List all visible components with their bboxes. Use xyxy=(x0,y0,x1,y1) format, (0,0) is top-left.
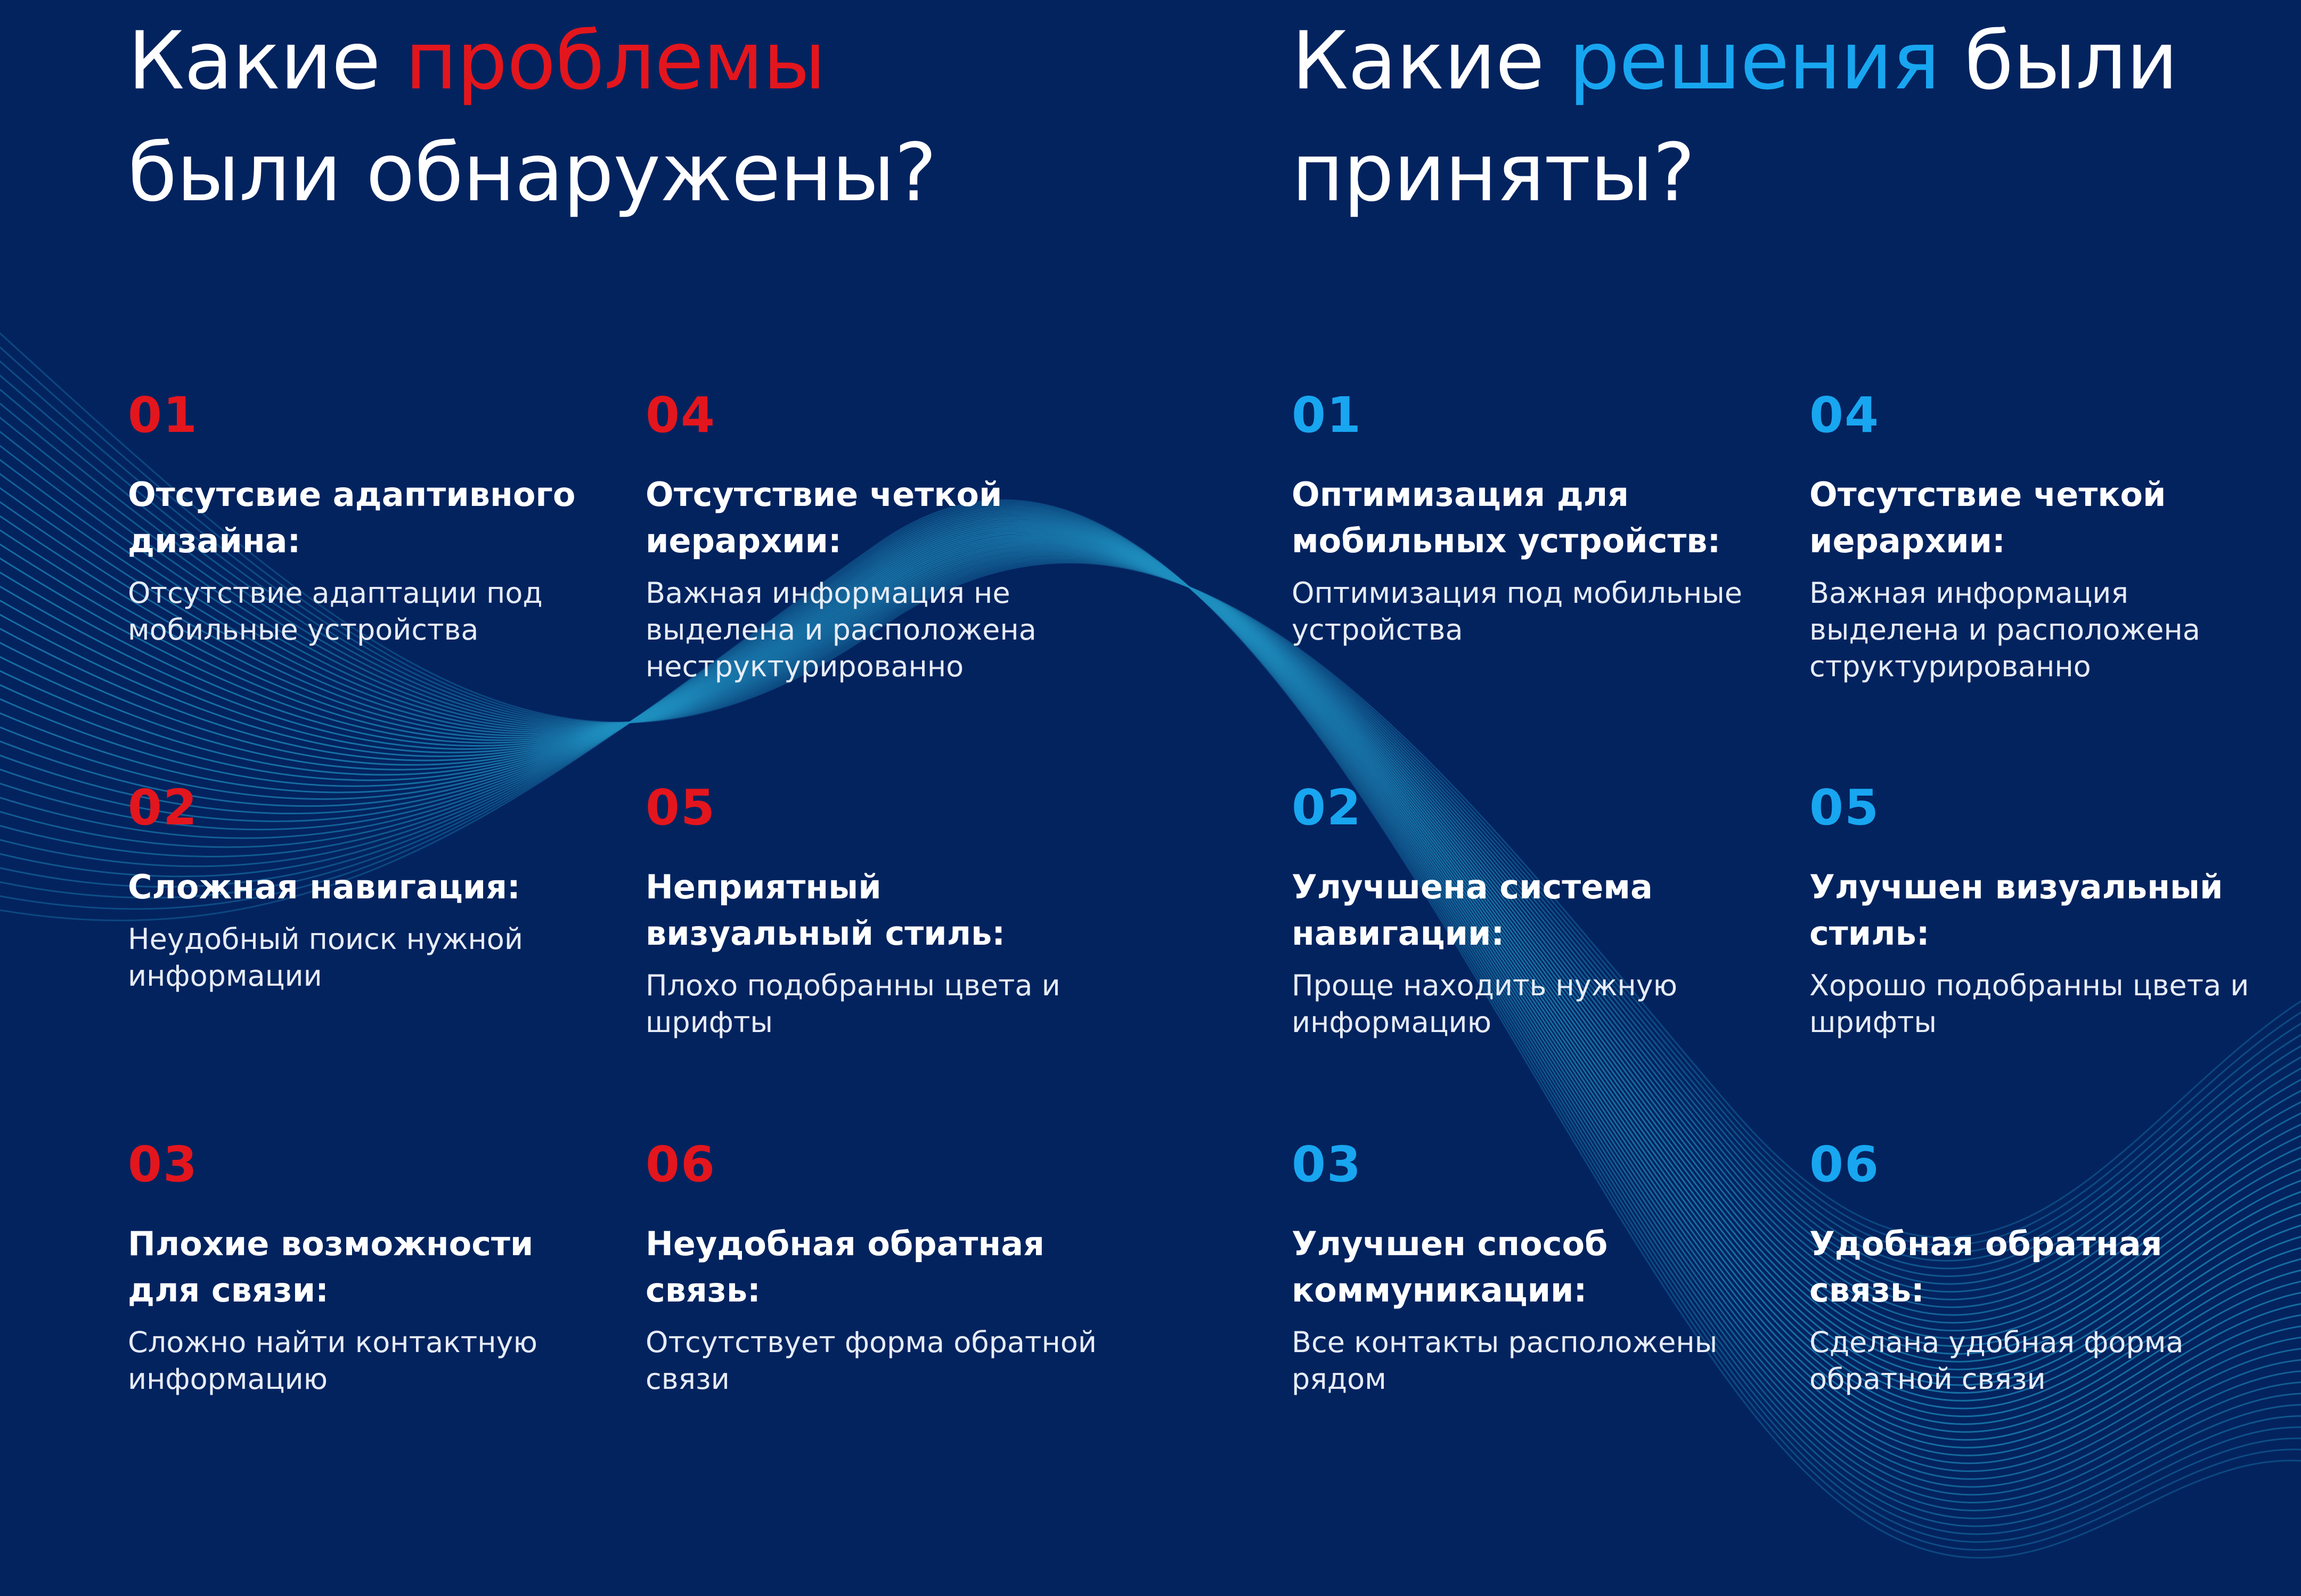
solutions-heading-line-1 xyxy=(1292,5,2301,117)
problem-title: Неудобная обратная связь: xyxy=(646,1224,1045,1309)
problem-title: Отсутствие четкой иерархии: xyxy=(646,475,1002,560)
solution-number: 02 xyxy=(1292,779,1362,836)
solution-number: 03 xyxy=(1292,1136,1362,1193)
solution-number: 04 xyxy=(1809,387,1880,444)
problem-title: Отсутсвие адаптивного дизайна: xyxy=(128,475,576,560)
solution-description: Все контакты расположены рядом xyxy=(1292,1325,1718,1396)
problems-heading xyxy=(128,5,1140,229)
problem-card-06 xyxy=(646,1138,1114,1397)
solution-description: Оптимизация под мобильные устройства xyxy=(1292,576,1743,646)
solution-card-02 xyxy=(1292,781,1760,1041)
solution-description: Сделана удобная форма обратной связи xyxy=(1809,1325,2184,1396)
problem-number: 01 xyxy=(128,387,199,444)
problem-number: 03 xyxy=(128,1136,199,1193)
problems-heading-prefix: Какие xyxy=(128,15,405,108)
solution-title: Удобная обратная связь: xyxy=(1809,1224,2163,1309)
solution-card-04 xyxy=(1809,389,2278,685)
problem-card-05 xyxy=(646,781,1114,1041)
solution-card-05 xyxy=(1809,781,2278,1041)
problem-title: Неприятный визуальный стиль: xyxy=(646,867,1006,953)
problem-description: Отсутствует форма обратной связи xyxy=(646,1325,1097,1396)
solution-number: 01 xyxy=(1292,387,1362,444)
solution-number: 05 xyxy=(1809,779,1880,836)
problem-card-02 xyxy=(128,781,597,994)
solution-description: Проще находить нужную информацию xyxy=(1292,969,1678,1039)
problem-card-04 xyxy=(646,389,1114,685)
solution-description: Важная информация выделена и расположена структурированно xyxy=(1809,576,2200,683)
problem-description: Отсутствие адаптации под мобильные устройства xyxy=(128,576,543,646)
problem-number: 06 xyxy=(646,1136,716,1193)
solutions-heading-highlight: решения xyxy=(1569,15,1940,108)
problem-card-03 xyxy=(128,1138,597,1397)
solution-title: Отсутствие четкой иерархии: xyxy=(1809,475,2166,560)
problems-heading-highlight: проблемы xyxy=(405,15,826,108)
problems-heading-line-2: были обнаружены? xyxy=(128,127,936,219)
solution-title: Улучшен визуальный стиль: xyxy=(1809,867,2223,953)
problem-number: 02 xyxy=(128,779,199,836)
problem-description: Важная информация не выделена и расположена неструктурированно xyxy=(646,576,1037,683)
problems-heading-line-1 xyxy=(128,5,1140,117)
solutions-heading-prefix: Какие xyxy=(1292,15,1569,108)
problem-description: Неудобный поиск нужной информации xyxy=(128,922,523,993)
solution-description: Хорошо подобранны цвета и шрифты xyxy=(1809,969,2249,1039)
solutions-heading-line-2: приняты? xyxy=(1292,127,1695,219)
problem-card-01 xyxy=(128,389,597,648)
solutions-heading xyxy=(1292,5,2301,229)
solution-number: 06 xyxy=(1809,1136,1880,1193)
solutions-heading-suffix: были xyxy=(1939,15,2178,108)
solution-card-01 xyxy=(1292,389,1760,648)
problem-number: 04 xyxy=(646,387,716,444)
problem-description: Сложно найти контактную информацию xyxy=(128,1325,537,1396)
solution-title: Оптимизация для мобильных устройств: xyxy=(1292,475,1721,560)
problem-title: Сложная навигация: xyxy=(128,867,520,906)
solution-title: Улучшена система навигации: xyxy=(1292,867,1653,953)
solution-card-06 xyxy=(1809,1138,2278,1397)
problem-description: Плохо подобранны цвета и шрифты xyxy=(646,969,1060,1039)
solution-card-03 xyxy=(1292,1138,1760,1397)
problem-title: Плохие возможности для связи: xyxy=(128,1224,534,1309)
problem-number: 05 xyxy=(646,779,716,836)
solution-title: Улучшен способ коммуникации: xyxy=(1292,1224,1608,1309)
